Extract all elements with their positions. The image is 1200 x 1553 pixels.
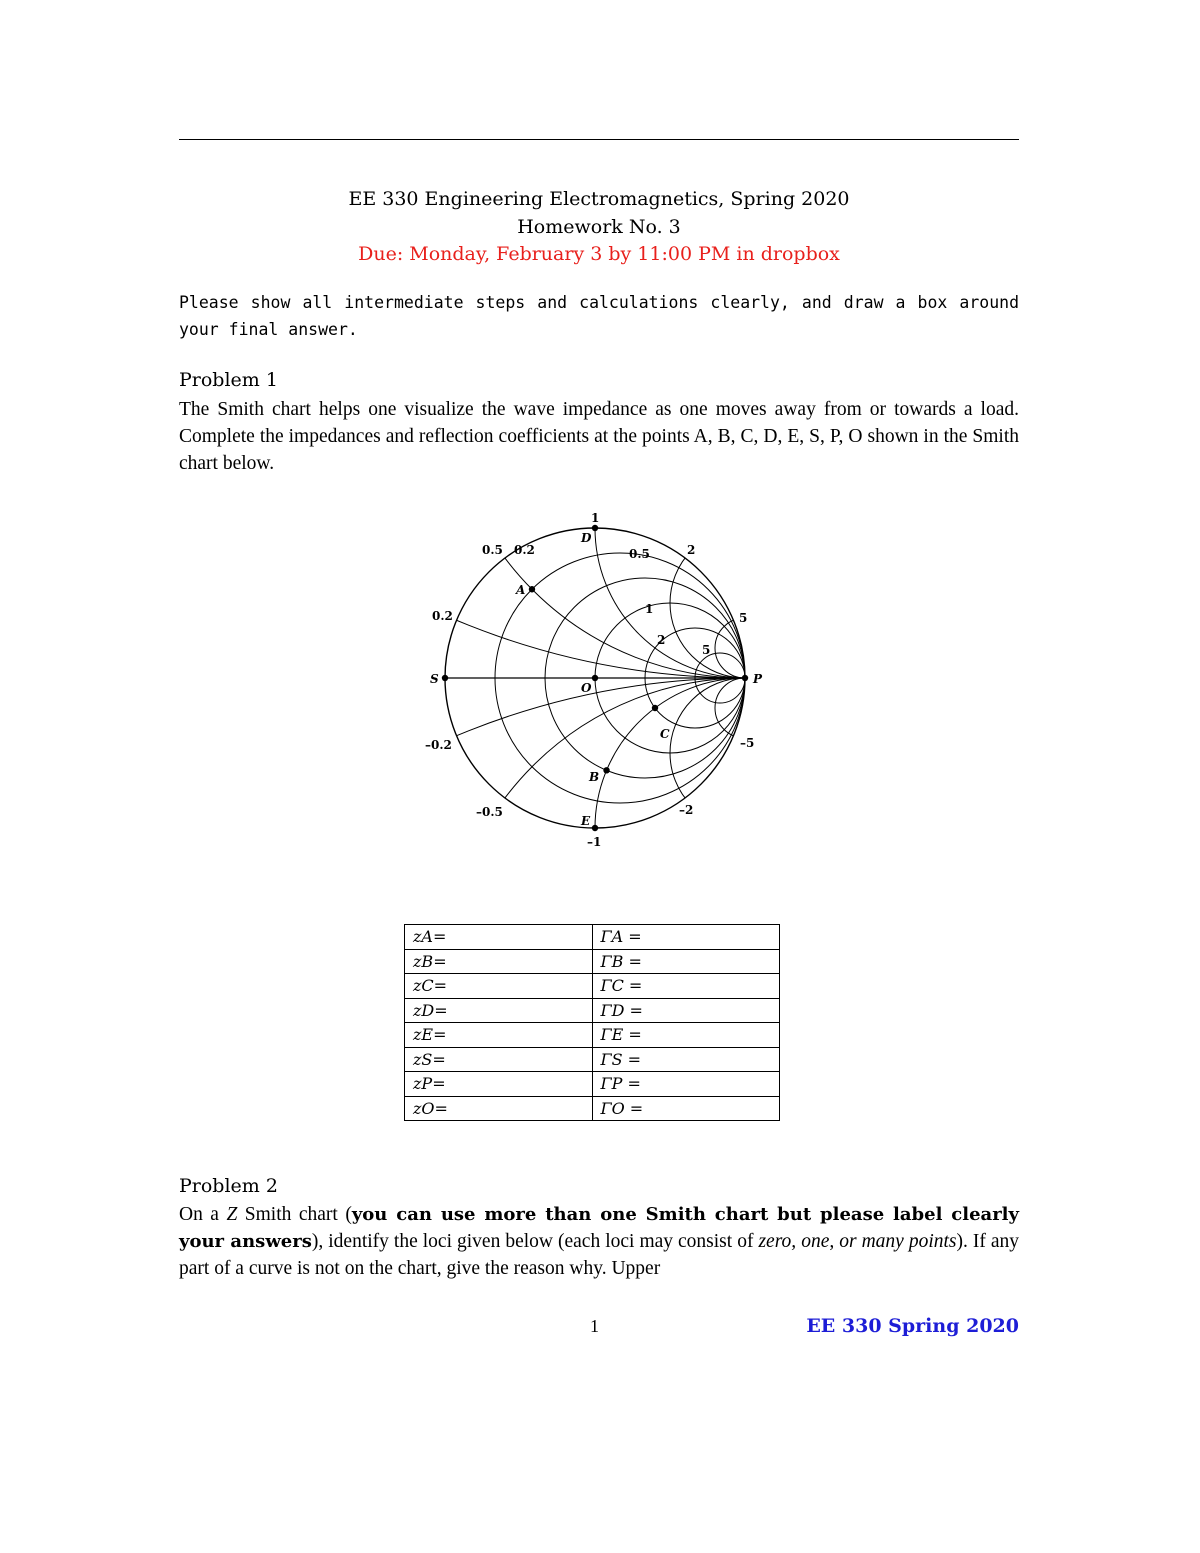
point-C — [652, 705, 658, 711]
r-label-0.5: 0.5 — [629, 547, 650, 561]
answer-row — [405, 1023, 780, 1048]
point-label-C: C — [660, 727, 670, 741]
x-label-neg-1: –1 — [587, 835, 602, 849]
reflection-coefficient-cell: ΓS = — [592, 1047, 780, 1072]
answer-row — [405, 925, 780, 950]
x-label-neg-5: –5 — [740, 736, 755, 750]
impedance-cell: zS= — [405, 1047, 593, 1072]
answer-row — [405, 1047, 780, 1072]
reactance-arc-0.5 — [445, 505, 780, 678]
problem-1-heading: Problem 1 — [179, 369, 278, 391]
impedance-cell: zC= — [405, 974, 593, 999]
problem-2-italic: zero, one, or many points — [758, 1231, 957, 1252]
r-label-1: 1 — [645, 602, 654, 616]
answer-row — [405, 949, 780, 974]
top-rule — [179, 139, 1019, 140]
point-label-O: O — [581, 681, 592, 695]
problem-2-heading: Problem 2 — [179, 1175, 278, 1197]
x-label-0.2: 0.2 — [432, 609, 453, 623]
footer-course: EE 330 Spring 2020 — [806, 1315, 1019, 1337]
reflection-coefficient-cell: ΓE = — [592, 1023, 780, 1048]
page-number: 1 — [590, 1316, 599, 1336]
point-E — [592, 825, 598, 831]
impedance-cell: zA= — [405, 925, 593, 950]
answer-row — [405, 998, 780, 1023]
reflection-coefficient-cell: ΓA = — [592, 925, 780, 950]
problem-2-text: On a Z Smith chart (you can use more than one Smith chart but please label clearly your answers), identify the loci given below (each loci may consist of zero, one, or many points). If any part of a curve is not on the chart, give the reason why. Upper — [179, 1204, 1020, 1279]
point-P — [742, 675, 748, 681]
document-title: EE 330 Engineering Electromagnetics, Spring 2020 — [348, 188, 850, 210]
answer-row — [405, 1072, 780, 1097]
impedance-cell: zP= — [405, 1072, 593, 1097]
point-label-S: S — [430, 672, 439, 686]
answer-row — [405, 1096, 780, 1121]
point-S — [442, 675, 448, 681]
reflection-coefficient-cell: ΓP = — [592, 1072, 780, 1097]
reflection-coefficient-cell: ΓO = — [592, 1096, 780, 1121]
r-label-2: 2 — [657, 633, 666, 647]
point-label-D: D — [581, 531, 592, 545]
impedance-cell: zB= — [405, 949, 593, 974]
point-A — [529, 586, 535, 592]
x-label-0.5: 0.5 — [482, 543, 503, 557]
answer-row — [405, 974, 780, 999]
x-label-5: 5 — [739, 611, 748, 625]
point-B — [603, 767, 609, 773]
x-label-neg-2: –2 — [679, 803, 694, 817]
point-label-B: B — [589, 770, 600, 784]
impedance-cell: zO= — [405, 1096, 593, 1121]
reflection-coefficient-cell: ΓD = — [592, 998, 780, 1023]
problem-1-text: The Smith chart helps one visualize the wave impedance as one moves away from or towards a load. Complete the impedances and reflection coefficients at the points A, B, C, D, E, S, P, O shown in the Smith chart below. — [179, 399, 1019, 474]
point-label-E: E — [581, 814, 591, 828]
point-D — [592, 525, 598, 531]
reflection-coefficient-cell: ΓC = — [592, 974, 780, 999]
point-label-A: A — [516, 583, 526, 597]
point-O — [592, 675, 598, 681]
x-label-neg-0.5: –0.5 — [476, 805, 503, 819]
r-label-5: 5 — [702, 643, 711, 657]
smith-chart — [420, 505, 780, 855]
answer-table — [404, 924, 780, 1121]
problem-2-emphasis: you can use more than one Smith chart but please label clearly your answers — [179, 1204, 1019, 1252]
due-date: Due: Monday, February 3 by 11:00 PM in dropbox — [358, 243, 840, 265]
x-label-neg-0.2: –0.2 — [425, 738, 452, 752]
point-label-P: P — [753, 672, 763, 686]
r-label-0.2: 0.2 — [514, 543, 535, 557]
reactance-arc--0.5 — [445, 678, 780, 855]
homework-number: Homework No. 3 — [517, 216, 681, 238]
reflection-coefficient-cell: ΓB = — [592, 949, 780, 974]
x-label-2: 2 — [687, 543, 696, 557]
impedance-cell: zD= — [405, 998, 593, 1023]
impedance-cell: zE= — [405, 1023, 593, 1048]
x-label-1: 1 — [591, 511, 600, 525]
instructions: Please show all intermediate steps and calculations clearly, and draw a box around your final answer. — [179, 293, 1019, 339]
